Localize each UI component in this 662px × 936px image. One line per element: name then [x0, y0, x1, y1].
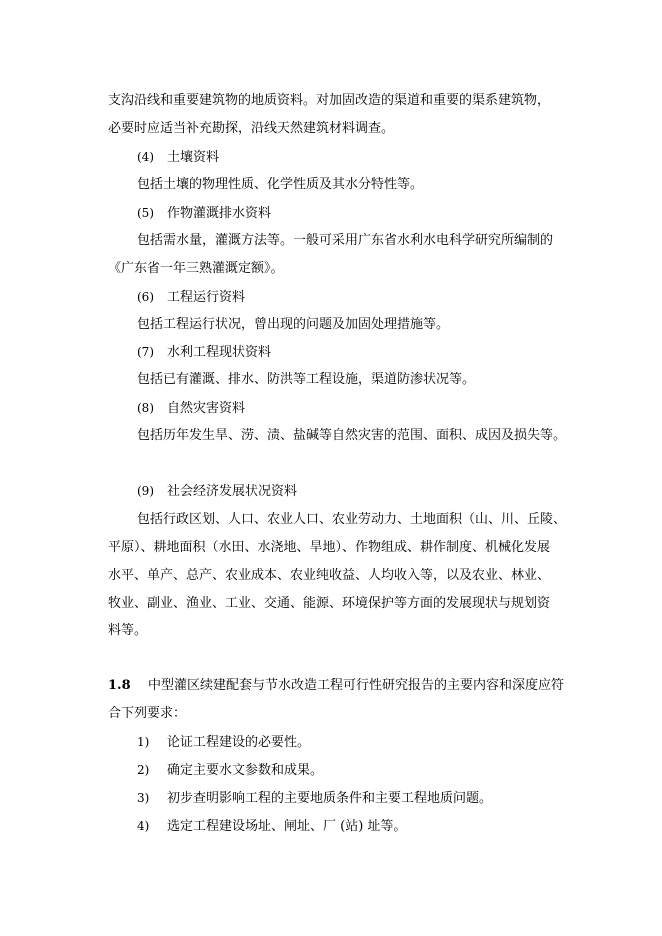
item-body-7-line-1: 包括已有灌溉、排水、防洪等工程设施，渠道防渗状况等。 — [137, 372, 476, 387]
item-title: 自然灾害资料 — [167, 401, 246, 416]
item-body-8-line-1: 包括历年发生旱、涝、渍、盐碱等自然灾害的范围、面积、成因及损失等。 — [137, 428, 567, 443]
section-number: 1.8 — [108, 678, 131, 693]
item-body-5-line-2: 《广东省一年三熟灌溉定额》。 — [108, 261, 284, 276]
item-body-9-line-1: 包括行政区划、人口、农业人口、农业劳动力、土地面积（山、川、丘陵、 — [137, 512, 567, 527]
item-number: (8) — [137, 401, 154, 415]
section-heading — [108, 677, 564, 695]
list-number: 4) — [137, 819, 150, 833]
section-text-line-1: 中型灌区续建配套与节水改造工程可行性研究报告的主要内容和深度应符 — [148, 678, 565, 693]
item-body-9-line-4: 牧业、副业、渔业、工业、交通、能源、环境保护等方面的发展现状与规划资 — [108, 596, 551, 611]
list-item-1 — [137, 733, 310, 752]
item-body-9-line-2: 平原）、耕地面积（水田、水浇地、旱地）、作物组成、耕作制度、机械化发展 — [108, 540, 551, 555]
intro-line-1: 支沟沿线和重要建筑物的地质资料。对加固改造的渠道和重要的渠系建筑物， — [108, 93, 551, 108]
item-body-4-line-1: 包括土壤的物理性质、化学性质及其水分特性等。 — [137, 177, 424, 192]
item-number: (9) — [137, 484, 154, 498]
list-text: 确定主要水文参数和成果。 — [167, 763, 324, 778]
section-text-line-2: 合下列要求： — [108, 706, 187, 721]
item-heading-4 — [137, 148, 219, 167]
item-number: (4) — [137, 150, 154, 164]
list-item-2 — [137, 761, 323, 780]
list-number: 1) — [137, 735, 150, 749]
item-title: 作物灌溉排水资料 — [167, 206, 272, 221]
item-body-9-line-5: 料等。 — [108, 623, 148, 638]
item-heading-8 — [137, 399, 245, 418]
item-body-5-line-1: 包括需水量，灌溉方法等。一般可采用广东省水利水电科学研究所编制的 — [137, 233, 554, 248]
list-text: 论证工程建设的必要性。 — [167, 735, 311, 750]
item-heading-5 — [137, 204, 271, 223]
item-number: (6) — [137, 290, 154, 304]
intro-line-2: 必要时应适当补充勘探，沿线天然建筑材料调查。 — [108, 121, 395, 136]
item-title: 社会经济发展状况资料 — [167, 484, 298, 499]
list-item-3 — [137, 789, 492, 808]
list-text: 选定工程建设场址、闸址、厂 (站) 址等。 — [167, 819, 407, 834]
item-heading-7 — [137, 343, 271, 362]
item-number: (5) — [137, 206, 154, 220]
item-title: 水利工程现状资料 — [167, 345, 272, 360]
item-title: 工程运行资料 — [167, 290, 246, 305]
item-body-6-line-1: 包括工程运行状况，曾出现的问题及加固处理措施等。 — [137, 317, 450, 332]
item-heading-9 — [137, 482, 297, 501]
list-text: 初步查明影响工程的主要地质条件和主要工程地质问题。 — [167, 791, 493, 806]
item-number: (7) — [137, 345, 154, 359]
item-heading-6 — [137, 288, 245, 307]
list-item-4 — [137, 817, 406, 836]
item-title: 土壤资料 — [167, 150, 220, 165]
list-number: 2) — [137, 763, 150, 777]
list-number: 3) — [137, 791, 150, 805]
item-body-9-line-3: 水平、单产、总产、农业成本、农业纯收益、人均收入等，以及农业、林业、 — [108, 568, 551, 583]
